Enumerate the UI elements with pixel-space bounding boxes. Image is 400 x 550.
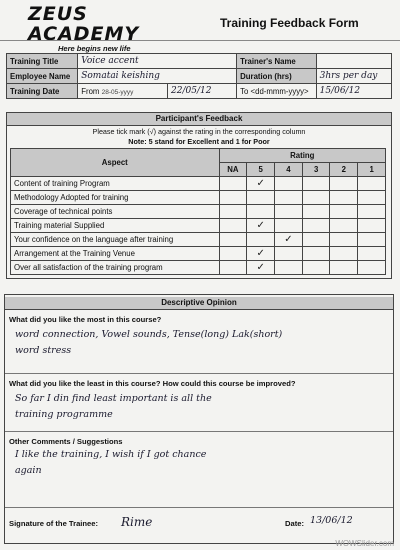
from-field[interactable]: [78, 84, 168, 99]
rating-header: Rating: [219, 149, 385, 163]
trainer-name-label: Trainer's Name: [237, 54, 316, 69]
answer-most-liked-line1: word connection, Vowel sounds, Tense(long) Lak(short): [15, 329, 283, 340]
rating-row: [11, 205, 386, 219]
rating-cell-2[interactable]: [330, 191, 358, 205]
answer-least-liked-line1: So far I din find least important is all the: [15, 393, 212, 404]
rating-row: [11, 177, 386, 191]
rating-column-header: 5: [247, 163, 275, 177]
training-info-table: [6, 53, 392, 99]
rating-cell-3[interactable]: [302, 191, 330, 205]
training-date-label: Training Date: [7, 84, 78, 99]
rating-cell-na[interactable]: [219, 219, 247, 233]
employee-name-value[interactable]: Somatai keishing: [78, 69, 237, 84]
rating-cell-4[interactable]: [275, 177, 303, 191]
rating-cell-1[interactable]: [358, 247, 386, 261]
aspect-header: Aspect: [11, 149, 220, 177]
aspect-label: Methodology Adopted for training: [11, 191, 220, 205]
rating-cell-4[interactable]: [275, 219, 303, 233]
feedback-note: Note: 5 stand for Excellent and 1 for Poor: [128, 137, 270, 146]
rating-cell-1[interactable]: [358, 233, 386, 247]
logo-name: ZEUS ACADEMY: [28, 3, 140, 45]
signature-label: Signature of the Trainee:: [9, 519, 99, 528]
to-label: To <dd-mmm-yyyy>: [237, 84, 316, 99]
rating-cell-1[interactable]: [358, 219, 386, 233]
rating-column-header: 1: [358, 163, 386, 177]
divider: [5, 373, 393, 374]
trainer-name-value[interactable]: [316, 54, 391, 69]
rating-cell-3[interactable]: [302, 177, 330, 191]
rating-cell-5[interactable]: [247, 219, 275, 233]
rating-cell-na[interactable]: [219, 247, 247, 261]
rating-cell-5[interactable]: [247, 191, 275, 205]
participant-feedback-panel: [6, 112, 392, 279]
feedback-title: Participant's Feedback: [7, 113, 391, 126]
rating-cell-4[interactable]: [275, 247, 303, 261]
rating-cell-5[interactable]: [247, 205, 275, 219]
aspect-label: Coverage of technical points: [11, 205, 220, 219]
answer-most-liked[interactable]: [15, 327, 385, 359]
feedback-instruction: Please tick mark (√) against the rating in the corresponding column: [92, 127, 306, 136]
rating-cell-2[interactable]: [330, 261, 358, 275]
rating-cell-5[interactable]: [247, 261, 275, 275]
rating-cell-2[interactable]: [330, 205, 358, 219]
divider: [5, 431, 393, 432]
answer-least-liked-line2: training programme: [15, 409, 113, 420]
from-label: From: [81, 86, 100, 96]
aspect-label: Over all satisfaction of the training program: [11, 261, 220, 275]
rating-cell-3[interactable]: [302, 261, 330, 275]
rating-cell-2[interactable]: [330, 219, 358, 233]
descriptive-title: Descriptive Opinion: [5, 297, 393, 310]
watermark: WOWSlider.com: [335, 539, 394, 548]
aspect-label: Content of training Program: [11, 177, 220, 191]
answer-most-liked-line2: word stress: [15, 345, 72, 356]
header-divider: [0, 40, 400, 41]
answer-comments-line2: again: [15, 465, 42, 476]
rating-cell-na[interactable]: [219, 191, 247, 205]
rating-cell-na[interactable]: [219, 177, 247, 191]
rating-cell-4[interactable]: [275, 261, 303, 275]
rating-cell-4[interactable]: [275, 233, 303, 247]
from-placeholder: 28-05-yyyy: [101, 88, 134, 96]
employee-name-label: Employee Name: [7, 69, 78, 84]
rating-column-header: 4: [275, 163, 303, 177]
rating-cell-1[interactable]: [358, 261, 386, 275]
duration-value[interactable]: 3hrs per day: [316, 69, 391, 84]
aspect-label: Arrangement at the Training Venue: [11, 247, 220, 261]
answer-comments-line1: I like the training, I wish if I got chance: [15, 449, 207, 460]
divider: [5, 507, 393, 508]
rating-cell-5[interactable]: [247, 247, 275, 261]
rating-cell-na[interactable]: [219, 233, 247, 247]
rating-table: [10, 148, 386, 275]
rating-cell-2[interactable]: [330, 233, 358, 247]
descriptive-opinion-panel: [4, 294, 394, 544]
aspect-label: Training material Supplied: [11, 219, 220, 233]
rating-cell-3[interactable]: [302, 219, 330, 233]
tick-mark-icon: ✓: [284, 234, 293, 245]
rating-cell-2[interactable]: [330, 247, 358, 261]
answer-comments[interactable]: [15, 447, 385, 479]
rating-cell-3[interactable]: [302, 233, 330, 247]
form-title: Training Feedback Form: [220, 16, 359, 30]
rating-cell-1[interactable]: [358, 205, 386, 219]
tick-mark-icon: ✓: [256, 262, 265, 273]
rating-cell-4[interactable]: [275, 205, 303, 219]
logo-tagline: Here begins new life: [58, 44, 131, 53]
question-most-liked: What did you like the most in this course?: [9, 315, 162, 324]
question-comments: Other Comments / Suggestions: [9, 437, 123, 446]
from-date-value[interactable]: 22/05/12: [168, 84, 237, 99]
tick-mark-icon: ✓: [256, 220, 265, 231]
question-least-liked: What did you like the least in this course? How could this course be improved?: [9, 379, 296, 388]
rating-cell-5[interactable]: [247, 233, 275, 247]
signature-date-value[interactable]: 13/06/12: [310, 515, 353, 526]
rating-row: [11, 261, 386, 275]
rating-column-header: 3: [302, 163, 330, 177]
rating-cell-na[interactable]: [219, 205, 247, 219]
academy-logo: [28, 4, 178, 53]
rating-cell-1[interactable]: [358, 191, 386, 205]
signature-value[interactable]: Rime: [121, 515, 153, 529]
aspect-label: Your confidence on the language after training: [11, 233, 220, 247]
duration-label: Duration (hrs): [237, 69, 316, 84]
rating-cell-1[interactable]: [358, 177, 386, 191]
rating-cell-2[interactable]: [330, 177, 358, 191]
rating-cell-3[interactable]: [302, 247, 330, 261]
rating-cell-na[interactable]: [219, 261, 247, 275]
rating-row: [11, 233, 386, 247]
rating-column-header: NA: [219, 163, 247, 177]
date-label: Date:: [285, 519, 304, 528]
rating-cell-4[interactable]: [275, 191, 303, 205]
rating-row: [11, 247, 386, 261]
rating-row: [11, 191, 386, 205]
training-title-value[interactable]: Voice accent: [78, 54, 237, 69]
to-date-value[interactable]: 15/06/12: [316, 84, 391, 99]
rating-row: [11, 219, 386, 233]
rating-cell-5[interactable]: [247, 177, 275, 191]
tick-mark-icon: ✓: [256, 178, 265, 189]
rating-cell-3[interactable]: [302, 205, 330, 219]
tick-mark-icon: ✓: [256, 248, 265, 259]
rating-column-header: 2: [330, 163, 358, 177]
answer-least-liked[interactable]: [15, 391, 385, 423]
training-title-label: Training Title: [7, 54, 78, 69]
